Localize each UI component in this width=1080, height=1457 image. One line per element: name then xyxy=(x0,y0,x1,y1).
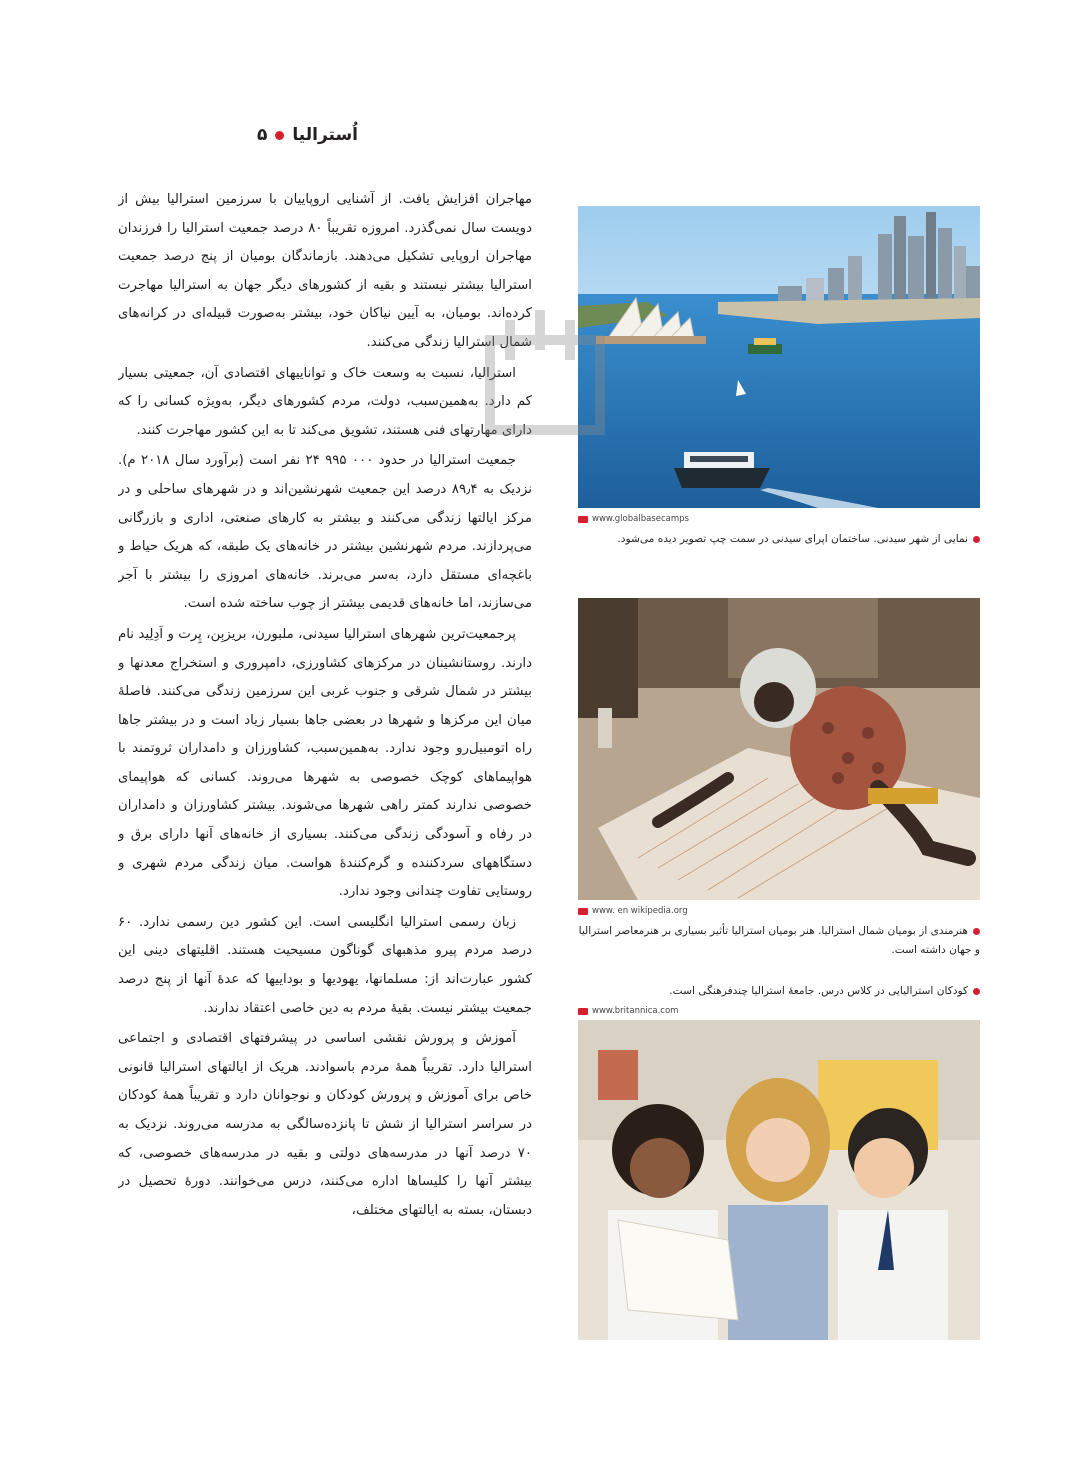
chapter-title: اُسترالیا xyxy=(292,125,358,145)
photo-credit: www.globalbasecamps xyxy=(578,512,689,526)
caption-bullet-icon xyxy=(973,536,980,543)
running-header xyxy=(118,120,358,150)
paragraph: استرالیا، نسبت به وسعت خاک و تواناییهای اقتصادی آن، جمعیتی بسیار کم دارد. به‌همین‌سبب، دولت، مردم کشورهای دیگر، به‌ویژه کسانی را که دارای مهارتهای فنی هستند، تشویق می‌کند تا به این کشور مهاجرت کنند. xyxy=(118,365,532,438)
camera-icon xyxy=(578,516,588,523)
figure-caption: نمایی از شهر سیدنی. ساختمان اپرای سیدنی در سمت چپ تصویر دیده می‌شود. xyxy=(578,530,980,549)
caption-bullet-icon xyxy=(973,988,980,995)
artist-illustration xyxy=(578,598,980,900)
photo-credit: www.britannica.com xyxy=(578,1004,678,1018)
page-number: ۵ xyxy=(257,125,268,145)
header-bullet-icon xyxy=(275,131,284,140)
caption-bullet-icon xyxy=(973,928,980,935)
photo-credit: www. en wikipedia.org xyxy=(578,904,688,918)
paragraph: پرجمعیت‌ترین شهرهای استرالیا سیدنی، ملبورن، بریزبِن، پِرت و اَدِلِید نام دارند. روستانشینان در مرکزهای کشاورزی، دامپروری و استخراج معدنها و بیشتر در شمال شرقی و جنوب غربی این سرزمین زندگی می‌کنند. فاصلهٔ میان این مرکزها و شهرها در بعضی جاها بسیار زیاد است و در بیشتر جاها راه اتومبیل‌رو وجود ندارد. به‌همین‌سبب، کشاورزان و دامداران ثروتمند با هواپیماهای کوچک خصوصی به شهرها می‌روند. کسانی که هواپیمای خصوصی ندارند کمتر راهی شهرها می‌شوند. بیشتر کشاورزان و دامداران در رفاه و آسودگی زندگی می‌کنند. بسیاری از خانه‌های آنها دارای برق و دستگاههای سردکننده و گرم‌کنندهٔ هواست. میان زندگی مردم شهری و روستایی تفاوت چندانی وجود ندارد. xyxy=(118,626,532,900)
aboriginal-artist-photo xyxy=(578,598,980,900)
paragraph: جمعیت استرالیا در حدود ۰۰۰ ۹۹۵ ۲۴ نفر است (برآورد سال ۲۰۱۸ م). نزدیک به ۸۹٫۴ درصد این جمعیت شهرنشین‌اند و در شهرهای ساحلی و در مرکز ایالتها زندگی می‌کنند و بیشتر به کارهای صنعتی، اداری و بازرگانی می‌پردازند. مردم شهرنشین بیشتر در خانه‌های یک طبقه، که هریک حیاط و باغچه‌ای مستقل دارد، به‌سر می‌برند. خانه‌های امروزی را بیشتر با آجر می‌سازند، اما خانه‌های قدیمی بیشتر از چوب ساخته شده است. xyxy=(118,453,532,612)
body-text-column xyxy=(118,186,532,1336)
camera-icon xyxy=(578,908,588,915)
sydney-harbour-illustration xyxy=(578,206,980,508)
classroom-children-photo xyxy=(578,1020,980,1340)
paragraph: آموزش و پرورش نقشی اساسی در پیشرفتهای اقتصادی و اجتماعی استرالیا دارد. تقریباً همهٔ مردم باسوادند. هریک از ایالتهای استرالیا قانونی خاص برای آموزش و پرورش کودکان و نوجوانان دارد و تقریباً همهٔ کودکان در سراسر استرالیا از شش تا پانزده‌سالگی به مدرسه می‌روند. نزدیک به ۷۰ درصد آنها در مدرسه‌های دولتی و بقیه در مدرسه‌های خصوصی، که بیشتر آنها را کلیساها اداره می‌کنند، درس می‌خوانند. دورهٔ تحصیل در دبستان، بسته به ایالتهای مختلف، xyxy=(118,1031,532,1218)
paragraph: زبان رسمی استرالیا انگلیسی است. این کشور دین رسمی ندارد. ۶۰ درصد مردم پیرو مذهبهای گوناگون مسیحیت هستند. اقلیتهای دینی این کشور عبارت‌اند از: مسلمانها، یهودیها و بوداییها که عدهٔ آنها از پنج درصد جمعیت بیشتر نیست. بقیهٔ مردم به دین خاصی اعتقاد ندارند. xyxy=(118,914,532,1016)
camera-icon xyxy=(578,1008,588,1015)
figure-caption: کودکان استرالیایی در کلاس درس. جامعهٔ استرالیا چندفرهنگی است. xyxy=(578,982,980,1001)
paragraph: مهاجران افزایش یافت. از آشنایی اروپاییان با سرزمین استرالیا بیش از دویست سال نمی‌گذرد. امروزه تقریباً ۸۰ درصد جمعیت استرالیا را فرزندان مهاجران اروپایی تشکیل می‌دهند. بازماندگان بومیان از پنج درصد جمعیت استرالیا بیشتر نیستند و بقیه از کشورهای دیگر جهان به استرالیا مهاجرت کرده‌اند. بومیان، به آیین نیاکان خود، بیشتر به‌صورت قبیله‌ای در کرانه‌های شمال استرالیا زندگی می‌کنند. xyxy=(118,192,532,350)
sydney-harbour-photo xyxy=(578,206,980,508)
figure-caption: هنرمندی از بومیان شمال استرالیا. هنر بومیان استرالیا تأثیر بسیاری بر هنرمعاصر استرالیا و جهان داشته است. xyxy=(578,925,980,956)
classroom-illustration xyxy=(578,1020,980,1340)
